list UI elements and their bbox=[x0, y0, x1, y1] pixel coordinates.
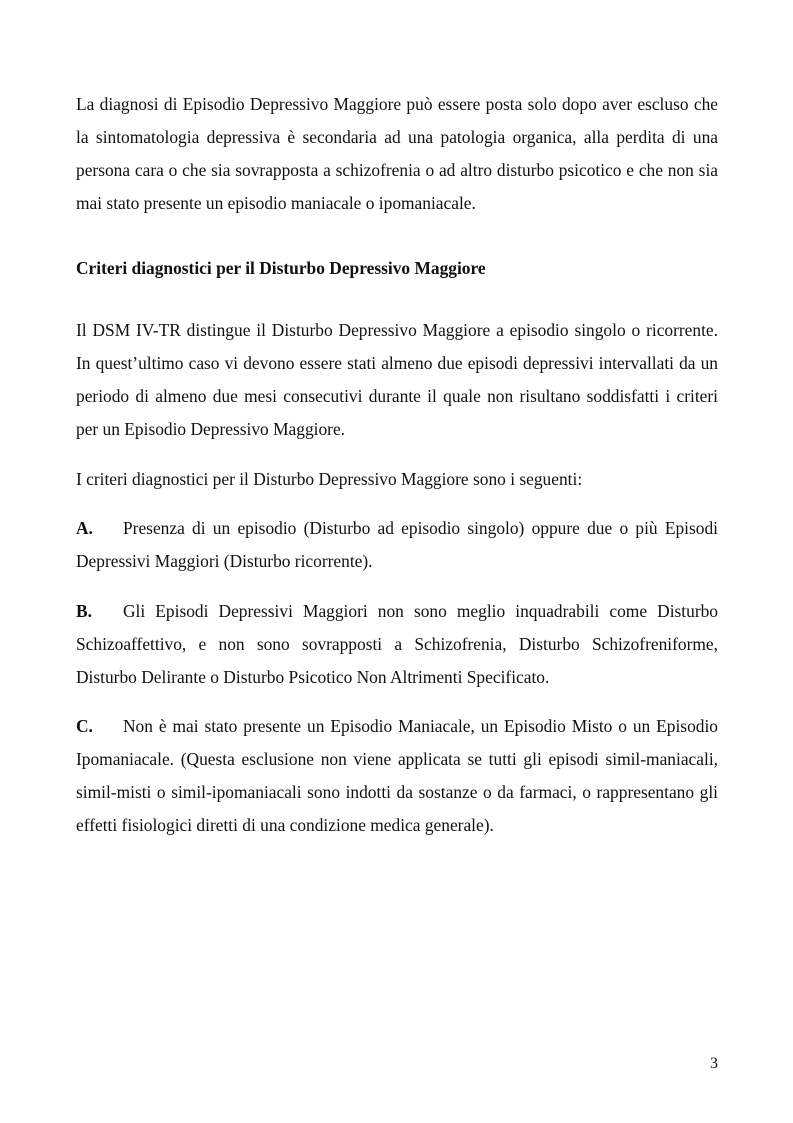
criterion-b bbox=[76, 595, 718, 694]
criterion-c-label: C. bbox=[76, 716, 93, 736]
criterion-c bbox=[76, 710, 718, 842]
criterion-a-label: A. bbox=[76, 518, 93, 538]
section-heading: Criteri diagnostici per il Disturbo Depressivo Maggiore bbox=[76, 258, 486, 278]
intro-paragraph: La diagnosi di Episodio Depressivo Maggiore può essere posta solo dopo aver escluso che la sintomatologia depressiva è secondaria ad una patologia organica, alla perdita di una persona cara o che sia sovrapposta a schizofrenia o ad altro disturbo psicotico e che non sia mai stato presente un episodio maniacale o ipomaniacale. bbox=[76, 94, 718, 213]
criteria-intro-paragraph: I criteri diagnostici per il Disturbo Depressivo Maggiore sono i seguenti: bbox=[76, 469, 583, 489]
criterion-c-text: Non è mai stato presente un Episodio Maniacale, un Episodio Misto o un Episodio Ipomaniacale. (Questa esclusione non viene applicata se tutti gli episodi simil-maniacali, simil-misti o simil-ipomaniacali sono indotti da sostanze o da farmaci, o rappresentano gli effetti fisiologici diretti di una condizione medica generale). bbox=[76, 716, 718, 835]
criterion-b-text: Gli Episodi Depressivi Maggiori non sono meglio inquadrabili come Disturbo Schizoaffettivo, e non sono sovrapposti a Schizofrenia, Disturbo Schizofreniforme, Disturbo Delirante o Disturbo Psicotico Non Altrimenti Specificato. bbox=[76, 601, 718, 687]
page-number: 3 bbox=[710, 1055, 718, 1072]
criterion-a bbox=[76, 512, 718, 578]
criterion-a-text: Presenza di un episodio (Disturbo ad episodio singolo) oppure due o più Episodi Depressivi Maggiori (Disturbo ricorrente). bbox=[76, 518, 718, 571]
dsm-paragraph: Il DSM IV-TR distingue il Disturbo Depressivo Maggiore a episodio singolo o ricorrente. In quest’ultimo caso vi devono essere stati almeno due episodi depressivi intervallati da un periodo di almeno due mesi consecutivi durante il quale non risultano soddisfatti i criteri per un Episodio Depressivo Maggiore. bbox=[76, 320, 718, 439]
criterion-b-label: B. bbox=[76, 601, 92, 621]
